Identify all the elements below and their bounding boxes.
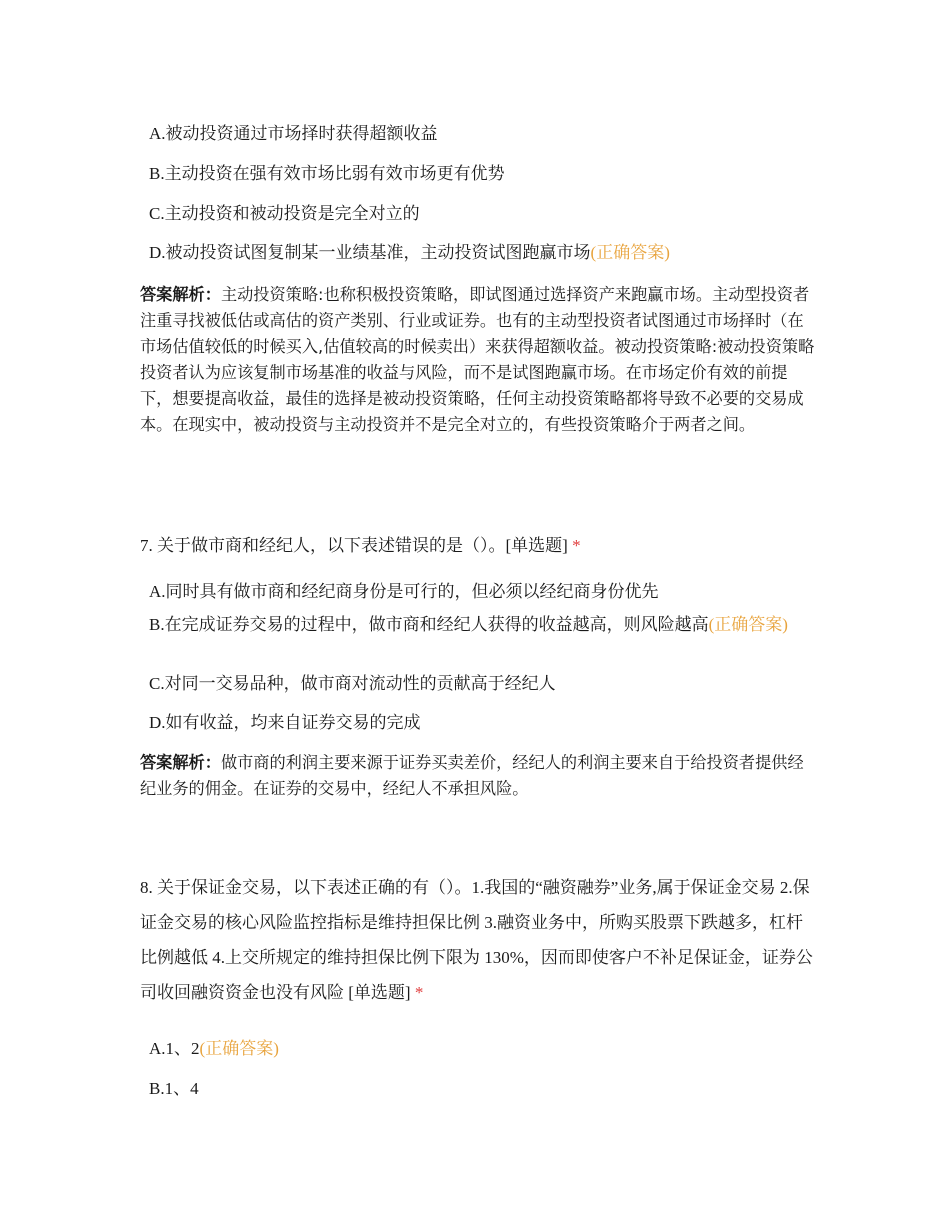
correct-answer-tag: (正确答案) xyxy=(708,615,788,634)
q8-option-b[interactable] xyxy=(149,1077,799,1101)
explanation-label: 答案解析： xyxy=(140,285,221,304)
option-label: B.1、4 xyxy=(149,1079,199,1098)
option-label: C.对同一交易品种，做市商对流动性的贡献高于经纪人 xyxy=(149,674,556,693)
q6-option-d[interactable] xyxy=(149,241,799,265)
q6-option-b[interactable] xyxy=(149,162,799,186)
q7-explanation xyxy=(140,750,815,802)
q7-option-a[interactable] xyxy=(149,580,799,604)
explanation-text: 主动投资策略:也称积极投资策略，即试图通过选择资产来跑赢市场。主动型投资者注重寻找被低估或高估的资产类别、行业或证券。也有的主动型投资者试图通过市场择时（在市场估值较低的时候买入,估值较高的时候卖出）来获得超额收益。被动投资策略:被动投资策略投资者认为应该复制市场基准的收益与风险，而不是试图跑赢市场。在市场定价有效的前提下，想要提高收益，最佳的选择是被动投资策略，任何主动投资策略都将导致不必要的交易成本。在现实中，被动投资与主动投资并不是完全对立的，有些投资策略介于两者之间。 xyxy=(140,285,815,434)
required-mark: * xyxy=(572,536,581,555)
q8-question xyxy=(140,870,815,1010)
option-label: D.如有收益，均来自证券交易的完成 xyxy=(149,713,421,732)
q6-option-a[interactable] xyxy=(149,122,799,146)
q7-question xyxy=(140,528,815,563)
required-mark: * xyxy=(414,983,424,1002)
q6-explanation xyxy=(140,282,815,438)
explanation-label: 答案解析： xyxy=(140,753,221,772)
option-label: B.在完成证券交易的过程中，做市商和经纪人获得的收益越高，则风险越高 xyxy=(149,615,709,634)
q6-option-c[interactable] xyxy=(149,202,799,226)
option-label: A.1、2 xyxy=(149,1039,200,1058)
option-label: B.主动投资在强有效市场比弱有效市场更有优势 xyxy=(149,164,505,183)
correct-answer-tag: (正确答案) xyxy=(199,1039,279,1058)
q7-option-b[interactable] xyxy=(149,613,799,637)
option-label: A.同时具有做市商和经纪商身份是可行的，但必须以经纪商身份优先 xyxy=(149,582,659,601)
option-label: D.被动投资试图复制某一业绩基准，主动投资试图跑赢市场 xyxy=(149,243,591,262)
question-text: 8. 关于保证金交易，以下表述正确的有（）。1.我国的“融资融券”业务,属于保证金交易 2.保证金交易的核心风险监控指标是维持担保比例 3.融资业务中，所购买股票下跌越多，杠杆比例越低 4.上交所规定的维持担保比例下限为 130%，因而即使客户不补足保证金，证券公司收回融资资金也没有风险 [单选题] xyxy=(140,878,813,1002)
q8-option-a[interactable] xyxy=(149,1037,799,1061)
q7-option-d[interactable] xyxy=(149,711,799,735)
correct-answer-tag: (正确答案) xyxy=(590,243,670,262)
q7-option-c[interactable] xyxy=(149,672,799,696)
option-label: C.主动投资和被动投资是完全对立的 xyxy=(149,204,420,223)
option-label: A.被动投资通过市场择时获得超额收益 xyxy=(149,124,438,143)
explanation-text: 做市商的利润主要来源于证券买卖差价，经纪人的利润主要来自于给投资者提供经纪业务的佣金。在证券的交易中，经纪人不承担风险。 xyxy=(140,753,804,798)
question-text: 7. 关于做市商和经纪人，以下表述错误的是（）。[单选题] xyxy=(140,536,568,555)
